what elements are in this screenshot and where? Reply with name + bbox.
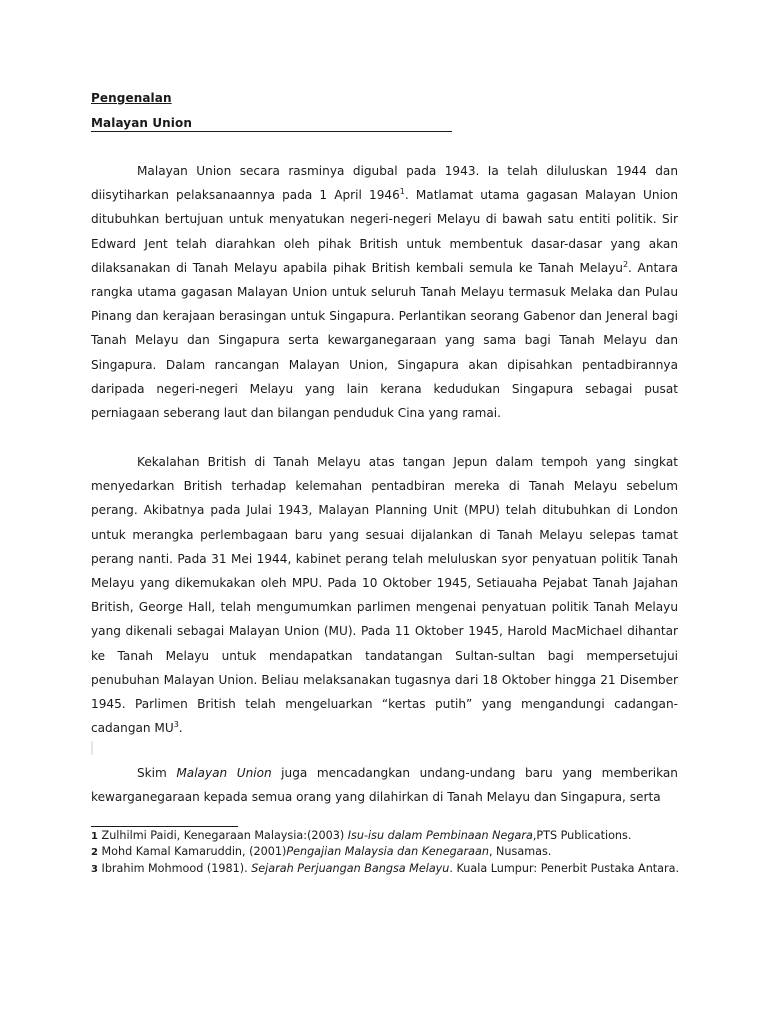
footnote-ref-1[interactable]: 1 bbox=[399, 187, 405, 197]
footnote-title: Pengajian Malaysia dan Kenegaraan bbox=[286, 845, 489, 859]
paragraph-2-text-a: Kekalahan British di Tanah Melayu atas tangan Jepun dalam tempoh yang singkat menyedarkan British terhadap kelemahan pentadbiran mereka di Tanah Melayu sebelum perang. Akibatnya pada Julai 1943, Malayan Planning Unit (MPU) telah ditubuhkan di London untuk merangka perlembagaan baru yang sesuai dijalankan di Tanah Melayu selepas tamat perang nanti. Pada 31 Mei 1944, kabinet perang telah meluluskan syor penyatuan politik Tanah Melayu yang dikemukakan oleh MPU. Pada 10 Oktober 1945, Setiauaha Pejabat Tanah Jajahan British, George Hall, telah mengumumkan parlimen mengenai penyatuan politik Tanah Melayu yang dikenali sebagai Malayan Union (MU). Pada 11 Oktober 1945, Harold MacMichael dihantar ke Tanah Melayu untuk mendapatkan tandatangan Sultan-sultan bagi mempersetujui penubuhan Malayan Union. Beliau melaksanakan tugasnya dari 18 Oktober hingga 21 Disember 1945. Parlimen British telah mengeluarkan “kertas putih” yang mengandungi cadangan-cadangan MU bbox=[91, 455, 678, 736]
paragraph-1-text-b: . Matlamat utama gagasan Malayan Union ditubuhkan bertujuan untuk menyatukan negeri-negeri Melayu di bawah satu entiti politik. Sir Edward Jent telah diarahkan oleh pihak British untuk membentuk dasar-dasar yang akan dilaksanakan di Tanah Melayu apabila pihak British kembali semula ke Tanah Melayu bbox=[91, 188, 678, 275]
footnote-separator bbox=[91, 826, 238, 827]
paragraph-1-text-a: Malayan Union secara rasminya digubal pada 1943. Ia telah diluluskan 1944 dan diisytiharkan pelaksanaannya pada 1 April 1946 bbox=[91, 164, 678, 203]
paragraph-3-italic: Malayan Union bbox=[176, 766, 272, 780]
footnote-2 bbox=[91, 844, 681, 860]
footnote-ref-3[interactable]: 3 bbox=[173, 720, 179, 730]
footnote-text: . Kuala Lumpur: Penerbit Pustaka Antara. bbox=[449, 861, 680, 875]
topic-heading: Malayan Union bbox=[91, 116, 452, 132]
footnote-text: Mohd Kamal Kamaruddin, (2001) bbox=[97, 845, 287, 859]
paragraph-2-text-b: . bbox=[178, 721, 183, 736]
footnote-text: , Nusamas. bbox=[488, 845, 552, 859]
paragraph-3-text-b: juga mencadangkan undang-undang baru yang memberikan kewarganegaraan kepada semua orang yang dilahirkan di Tanah Melayu dan Singapura, serta bbox=[91, 766, 678, 805]
footnote-1 bbox=[91, 828, 681, 844]
paragraph-3-text-a: Skim bbox=[137, 766, 177, 780]
paragraph-1 bbox=[91, 159, 678, 425]
footnote-number: 2 bbox=[91, 847, 98, 859]
footnotes-section bbox=[91, 828, 681, 877]
footnote-title: Sejarah Perjuangan Bangsa Melayu bbox=[251, 861, 450, 875]
paragraph-3 bbox=[91, 761, 678, 809]
footnote-ref-2[interactable]: 2 bbox=[622, 259, 629, 269]
footnote-text: Ibrahim Mohmood (1981). bbox=[97, 861, 252, 875]
text-cursor-marker bbox=[91, 741, 93, 755]
footnote-number: 3 bbox=[91, 863, 98, 875]
footnote-title: Isu-isu dalam Pembinaan Negara bbox=[347, 829, 533, 842]
footnote-3 bbox=[91, 861, 681, 877]
footnote-number: 1 bbox=[91, 831, 98, 842]
footnote-text: ,PTS Publications. bbox=[532, 829, 632, 842]
paragraph-2 bbox=[91, 450, 678, 740]
footnote-text: Zulhilmi Paidi, Kenegaraan Malaysia:(2003) bbox=[97, 829, 348, 842]
paragraph-1-text-c: . Antara rangka utama gagasan Malayan Union untuk seluruh Tanah Melayu termasuk Melaka dan Pulau Pinang dan kerajaan berasingan untuk Singapura. Perlantikan seorang Gabenor dan Jeneral bagi Tanah Melayu dan Singapura serta kewarganegaraan yang sama bagi Tanah Melayu dan Singapura. Dalam rancangan Malayan Union, Singapura akan dipisahkan pentadbirannya daripada negeri-negeri Melayu yang lain kerana kedudukan Singapura sebagai pusat perniagaan seberang laut dan bilangan penduduk Cina yang ramai. bbox=[91, 260, 678, 421]
section-heading: Pengenalan bbox=[91, 91, 172, 105]
